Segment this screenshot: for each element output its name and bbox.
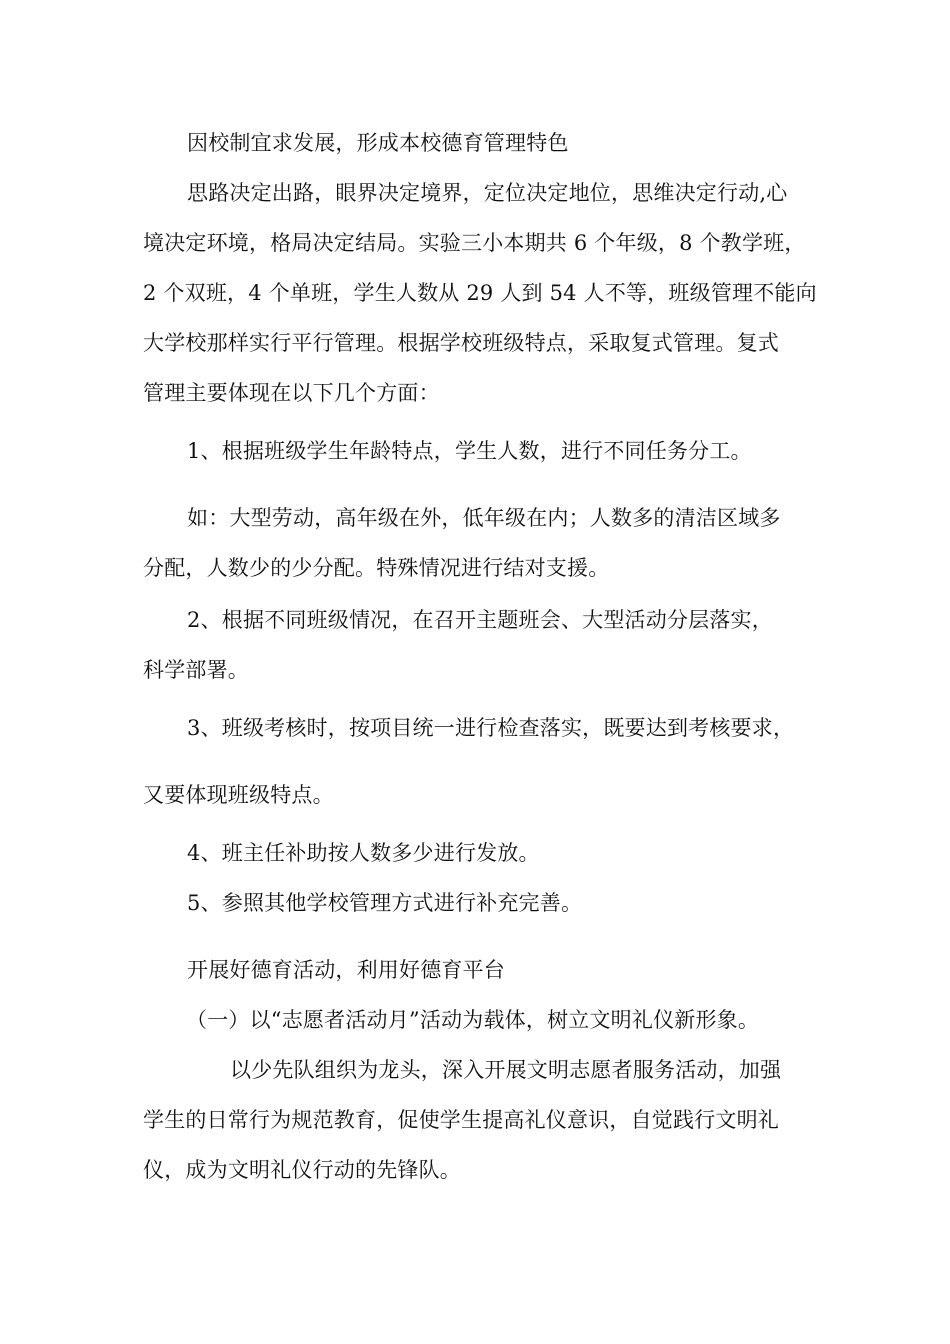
list-item-5: 5、参照其他学校管理方式进行补充完善。 xyxy=(187,891,583,915)
paragraph-line: 大学校那样实行平行管理。根据学校班级特点，采取复式管理。复式 xyxy=(143,331,779,355)
list-item-3: 3、班级考核时，按项目统一进行检查落实，既要达到考核要求， xyxy=(187,716,795,740)
section-heading-2: 开展好德育活动，利用好德育平台 xyxy=(187,958,505,982)
paragraph-line: 境决定环境，格局决定结局。实验三小本期共 6 个年级，8 个教学班， xyxy=(143,231,806,255)
paragraph-line: 2 个双班，4 个单班，学生人数从 29 人到 54 人不等，班级管理不能向 xyxy=(143,281,817,305)
paragraph-line: 以少先队组织为龙头，深入开展文明志愿者服务活动，加强 xyxy=(230,1058,782,1082)
paragraph-line: 仪，成为文明礼仪行动的先锋队。 xyxy=(143,1158,461,1182)
list-item-4: 4、班主任补助按人数多少进行发放。 xyxy=(187,841,540,865)
paragraph-line: 管理主要体现在以下几个方面： xyxy=(143,381,440,405)
subsection-heading: （一）以“志愿者活动月”活动为载体，树立文明礼仪新形象。 xyxy=(186,1008,760,1032)
example-line: 分配，人数少的少分配。特殊情况进行结对支援。 xyxy=(143,556,610,580)
list-item-2: 2、根据不同班级情况，在召开主题班会、大型活动分层落实， xyxy=(187,608,773,632)
list-item-2-continued: 科学部署。 xyxy=(143,658,249,682)
list-item-1: 1、根据班级学生年龄特点，学生人数，进行不同任务分工。 xyxy=(187,439,752,463)
example-line: 如：大型劳动，高年级在外，低年级在内；人数多的清洁区域多 xyxy=(187,506,781,530)
paragraph-line: 学生的日常行为规范教育，促使学生提高礼仪意识，自觉践行文明礼 xyxy=(143,1108,779,1132)
paragraph-line: 思路决定出路，眼界决定境界，定位决定地位，思维决定行动,心 xyxy=(187,181,788,205)
list-item-3-continued: 又要体现班级特点。 xyxy=(143,783,334,807)
section-heading-1: 因校制宜求发展，形成本校德育管理特色 xyxy=(187,131,569,155)
